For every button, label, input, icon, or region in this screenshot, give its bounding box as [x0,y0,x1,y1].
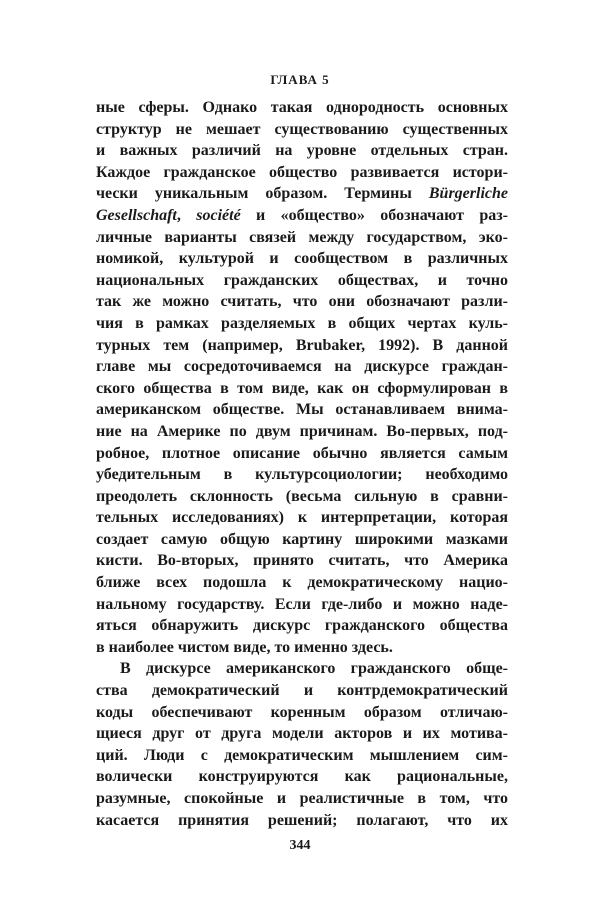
text-segment: касается принятия решений; полагают, что их [96,811,508,829]
text-line [96,615,508,637]
text-line [96,464,508,486]
page-body-text [96,97,508,831]
text-line [96,680,508,702]
text-line [96,788,508,810]
text-segment: убедительным в культурсоциологии; необходимо [96,466,508,484]
text-segment: так же можно считать, что они обозначают разли- [96,293,508,311]
text-segment: чия в рамках разделяемых в общих чертах куль- [96,314,508,332]
text-line [96,594,508,616]
text-segment: главе мы сосредоточиваемся на дискурсе граждан- [96,358,508,376]
page-number: 344 [289,838,311,853]
text-line [96,702,508,724]
text-line [96,723,508,745]
text-segment: структур не мешает существованию существенных [96,120,508,138]
text-line [96,313,508,335]
text-line [96,443,508,465]
text-segment: нальному государству. Если где-либо и можно наде- [96,595,508,613]
text-line [96,550,508,572]
text-segment: американском обществе. Мы останавливаем внима- [96,401,508,419]
text-line [96,183,508,205]
text-segment: чески уникальным образом. Термины [96,185,429,203]
text-line [96,572,508,594]
text-line [96,335,508,357]
text-segment: ций. Люди с демократическим мышлением сим- [96,746,508,764]
text-line [96,270,508,292]
text-line [96,810,508,832]
text-line [96,227,508,249]
text-line [96,421,508,443]
text-segment: робное, плотное описание обычно является самым [96,444,508,462]
text-segment: яться обнаружить дискурс гражданского общества [96,617,508,635]
text-line [96,486,508,508]
running-header: ГЛАВА 5 [270,72,330,87]
text-line [96,529,508,551]
text-segment: ные сферы. Однако такая однородность основных [96,99,508,116]
text-segment: ближе всех подошла к демократическому нацио- [96,574,508,592]
text-segment: ского общества в том виде, как он сформулирован в [96,379,508,397]
text-segment: кисти. Во-вторых, принято считать, что Америка [96,552,508,570]
text-segment: преодолеть склонность (весьма сильную в сравни- [96,487,508,505]
text-segment: Каждое гражданское общество развивается истори- [96,163,508,181]
text-line [96,637,508,659]
text-line [96,248,508,270]
text-line [96,378,508,400]
text-segment: ства демократический и контрдемократический [96,682,508,700]
text-segment: личные варианты связей между государством, эко- [96,228,508,246]
text-line [96,162,508,184]
text-segment: национальных гражданских обществах, и точно [96,271,508,289]
text-line [96,507,508,529]
text-line [96,766,508,788]
italic-term: Bürgerliche [428,185,508,203]
text-segment: щиеся друг от друга модели акторов и их мотива- [96,725,508,743]
text-segment: ние на Америке по двум причинам. Во-первых, под- [96,422,508,440]
text-segment: коды обеспечивают коренным образом отличаю- [96,703,508,721]
text-segment: В дискурсе американского гражданского обще- [120,660,508,678]
text-line [96,399,508,421]
text-line [96,745,508,767]
text-segment: создает самую общую картину широкими мазками [96,530,508,548]
text-segment: в наиболее чистом виде, то именно здесь. [96,638,393,656]
text-segment: волически конструируются как рациональные, [96,768,508,786]
text-line [96,205,508,227]
text-line [96,97,508,119]
text-line [96,356,508,378]
text-line [96,140,508,162]
text-segment: разумные, спокойные и реалистичные в том, что [96,790,508,807]
italic-term: société [196,206,241,224]
text-segment: и «общество» обозначают раз- [240,206,509,224]
text-line [96,658,508,680]
italic-term: Gesellschaft [96,206,177,224]
text-segment: тельных исследованиях) к интерпретации, которая [96,509,508,527]
text-segment: , [176,206,197,224]
text-segment: и важных различий на уровне отдельных стран. [96,142,508,160]
text-segment: турных тем (например, Brubaker, 1992). В данной [96,336,508,354]
text-line [96,291,508,313]
text-segment: номикой, культурой и сообществом в различных [96,250,508,268]
text-line [96,119,508,141]
